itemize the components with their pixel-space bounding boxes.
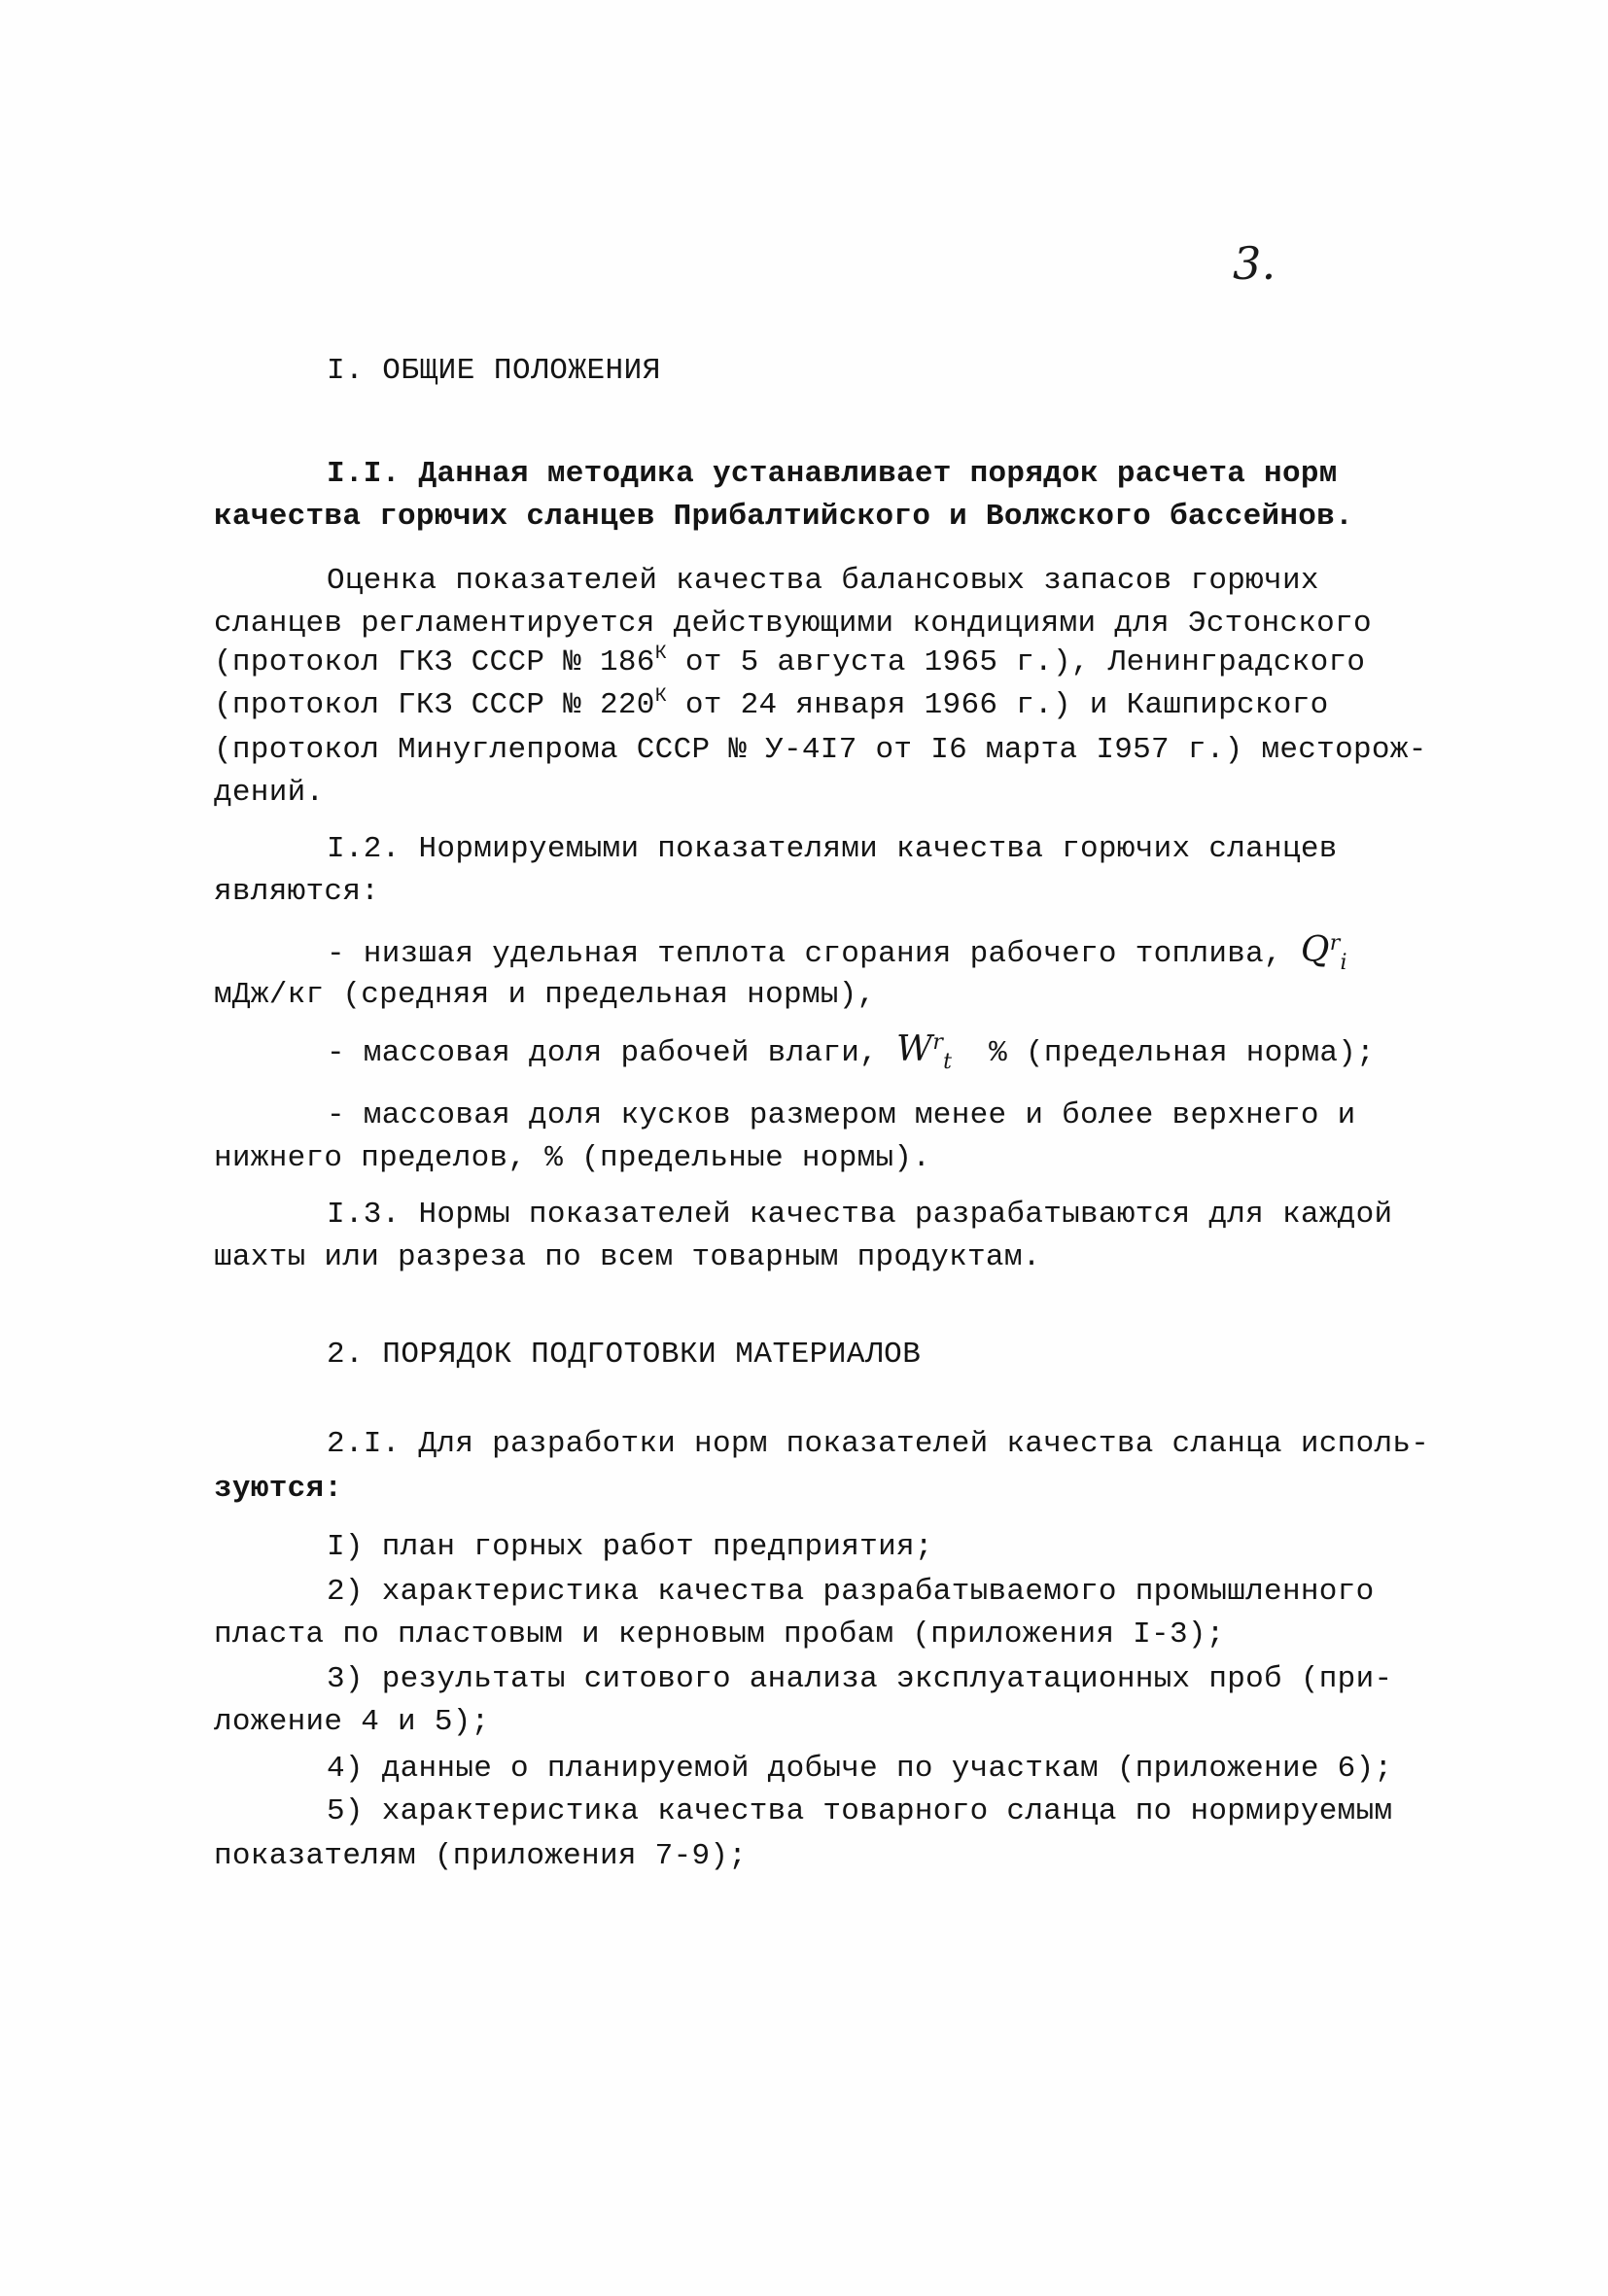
item-pieces-line-2: нижнего пределов, % (предельные нормы). [214,1141,931,1175]
protocol-1-after: от 5 августа 1965 г.), Ленинградского [667,645,1366,679]
paragraph-1-2-line-2: являются: [214,875,380,909]
paragraph-1-2-line-1: I.2. Нормируемыми показателями качества горючих сланцев [327,832,1338,866]
protocol-3-line-2: дений. [214,776,325,810]
paragraph-ocenka-line-1: Оценка показателей качества балансовых запасов горючих [327,564,1319,598]
item-heat-unit: мДж/кг (средняя и предельная нормы), [214,978,876,1012]
item-moisture-line [327,1030,1375,1082]
protocol-1-sup: К [654,643,667,665]
protocol-1-before: (протокол ГКЗ СССР № 186 [214,645,655,679]
item-pieces-line-1: - массовая доля кусков размером менее и более верхнего и [327,1098,1356,1132]
list-item-5-line-2: показателям (приложения 7-9); [214,1839,748,1873]
list-item-1: I) план горных работ предприятия; [327,1530,933,1564]
item-moisture-after: % (предельная норма); [989,1036,1376,1070]
list-item-3-line-2: ложение 4 и 5); [214,1705,490,1739]
protocol-2-sup: К [654,685,667,708]
item-moisture-text: - массовая доля рабочей влаги, [327,1036,879,1070]
moisture-symbol: $W^r_t$ [896,1029,953,1075]
section-2-title: 2. ПОРЯДОК ПОДГОТОВКИ МАТЕРИАЛОВ [327,1338,922,1372]
list-item-3-line-1: 3) результаты ситового анализа эксплуатационных проб (при- [327,1662,1393,1696]
protocol-2-line [214,686,1329,725]
protocol-1-line [214,644,1365,682]
paragraph-2-1-line-2: зуются: [214,1472,343,1506]
section-1-title: I. ОБЩИЕ ПОЛОЖЕНИЯ [327,354,661,388]
paragraph-1-1-line-2: качества горючих сланцев Прибалтийского и Волжского бассейнов. [214,500,1353,534]
protocol-3-line-1: (протокол Минуглепрома СССР № У-4I7 от I6 марта I957 г.) месторож- [214,733,1427,767]
list-item-5-line-1: 5) характеристика качества товарного сланца по нормируемым [327,1794,1393,1828]
protocol-2-before: (протокол ГКЗ СССР № 220 [214,688,655,722]
paragraph-1-3-line-1: I.3. Нормы показателей качества разрабатываются для каждой [327,1198,1393,1232]
paragraph-2-1-line-1: 2.I. Для разработки норм показателей качества сланца исполь- [327,1427,1430,1461]
heat-symbol: $Q^r_i$ [1300,930,1347,976]
page-number: 3. [1233,237,1276,290]
paragraph-1-1-line-1: I.I. Данная методика устанавливает порядок расчета норм [327,457,1338,491]
item-heat-text: - низшая удельная теплота сгорания рабочего топлива, [327,937,1282,971]
paragraph-ocenka-line-2: сланцев регламентируется действующими кондициями для Эстонского [214,607,1372,641]
list-item-2-line-2: пласта по пластовым и керновым пробам (приложения I-3); [214,1618,1225,1652]
protocol-2-after: от 24 января 1966 г.) и Кашпирского [667,688,1329,722]
paragraph-1-3-line-2: шахты или разреза по всем товарным продуктам. [214,1240,1041,1274]
list-item-4: 4) данные о планируемой добыче по участкам (приложение 6); [327,1752,1393,1786]
list-item-2-line-1: 2) характеристика качества разрабатываемого промышленного [327,1575,1375,1609]
